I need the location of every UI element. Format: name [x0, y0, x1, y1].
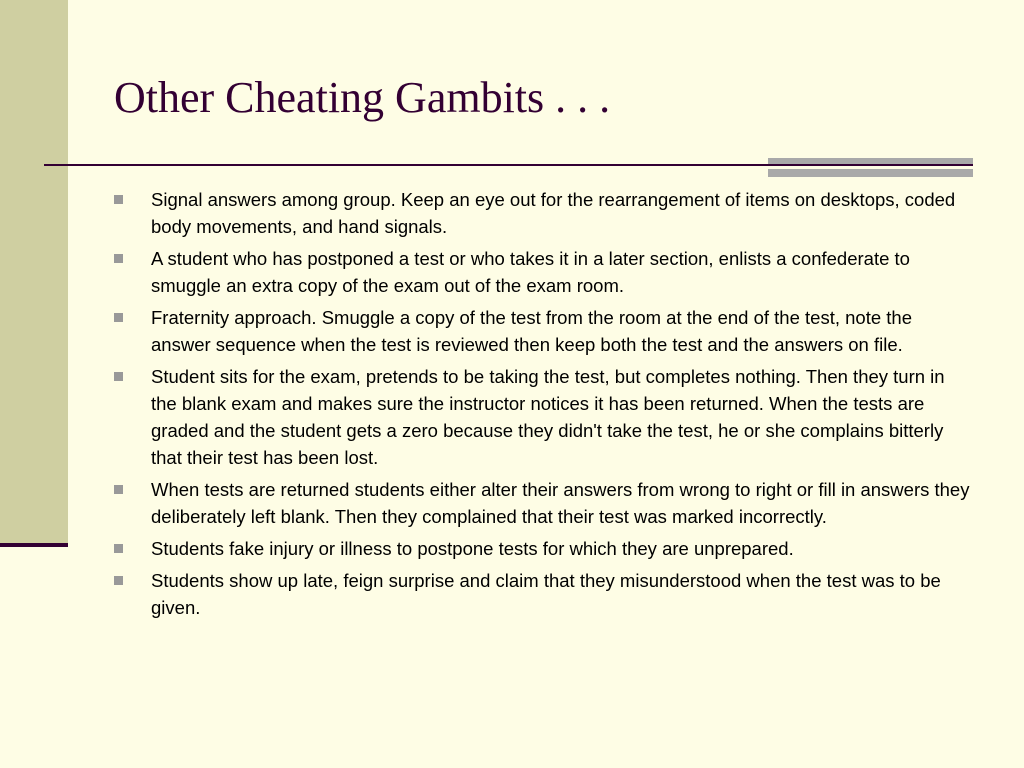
square-bullet-icon	[114, 576, 123, 585]
square-bullet-icon	[114, 195, 123, 204]
bullet-item	[111, 535, 971, 562]
bullet-item	[111, 363, 971, 471]
bullet-text: Students show up late, feign surprise and claim that they misunderstood when the test was to be given.	[151, 570, 941, 618]
gray-accent-bar-bottom	[768, 169, 973, 177]
bullet-item	[111, 476, 971, 530]
square-bullet-icon	[114, 254, 123, 263]
left-decorative-band	[0, 0, 68, 543]
bullet-item	[111, 245, 971, 299]
left-band-underline	[0, 543, 68, 547]
slide-title: Other Cheating Gambits . . .	[114, 73, 611, 122]
bullet-text: A student who has postponed a test or who takes it in a later section, enlists a confederate to smuggle an extra copy of the exam out of the exam room.	[151, 248, 910, 296]
gray-accent-bars	[768, 158, 973, 178]
bullet-item	[111, 186, 971, 240]
bullet-item	[111, 567, 971, 621]
square-bullet-icon	[114, 544, 123, 553]
square-bullet-icon	[114, 485, 123, 494]
square-bullet-icon	[114, 372, 123, 381]
bullet-text: When tests are returned students either alter their answers from wrong to right or fill in answers they deliberately left blank. Then they complained that their test was marked incorrectly.	[151, 479, 970, 527]
bullet-text: Fraternity approach. Smuggle a copy of the test from the room at the end of the test, note the answer sequence when the test is reviewed then keep both the test and the answers on file.	[151, 307, 912, 355]
bullet-text: Students fake injury or illness to postpone tests for which they are unprepared.	[151, 538, 794, 559]
gray-accent-bar-top	[768, 158, 973, 164]
bullet-item	[111, 304, 971, 358]
square-bullet-icon	[114, 313, 123, 322]
bullet-text: Student sits for the exam, pretends to be taking the test, but completes nothing. Then they turn in the blank exam and makes sure the instructor notices it has been returned. When the tests are graded and the student gets a zero because they didn't take the test, he or she complains bitterly that their test has been lost.	[151, 366, 945, 468]
bullet-list	[111, 186, 971, 626]
bullet-text: Signal answers among group. Keep an eye out for the rearrangement of items on desktops, coded body movements, and hand signals.	[151, 189, 956, 237]
